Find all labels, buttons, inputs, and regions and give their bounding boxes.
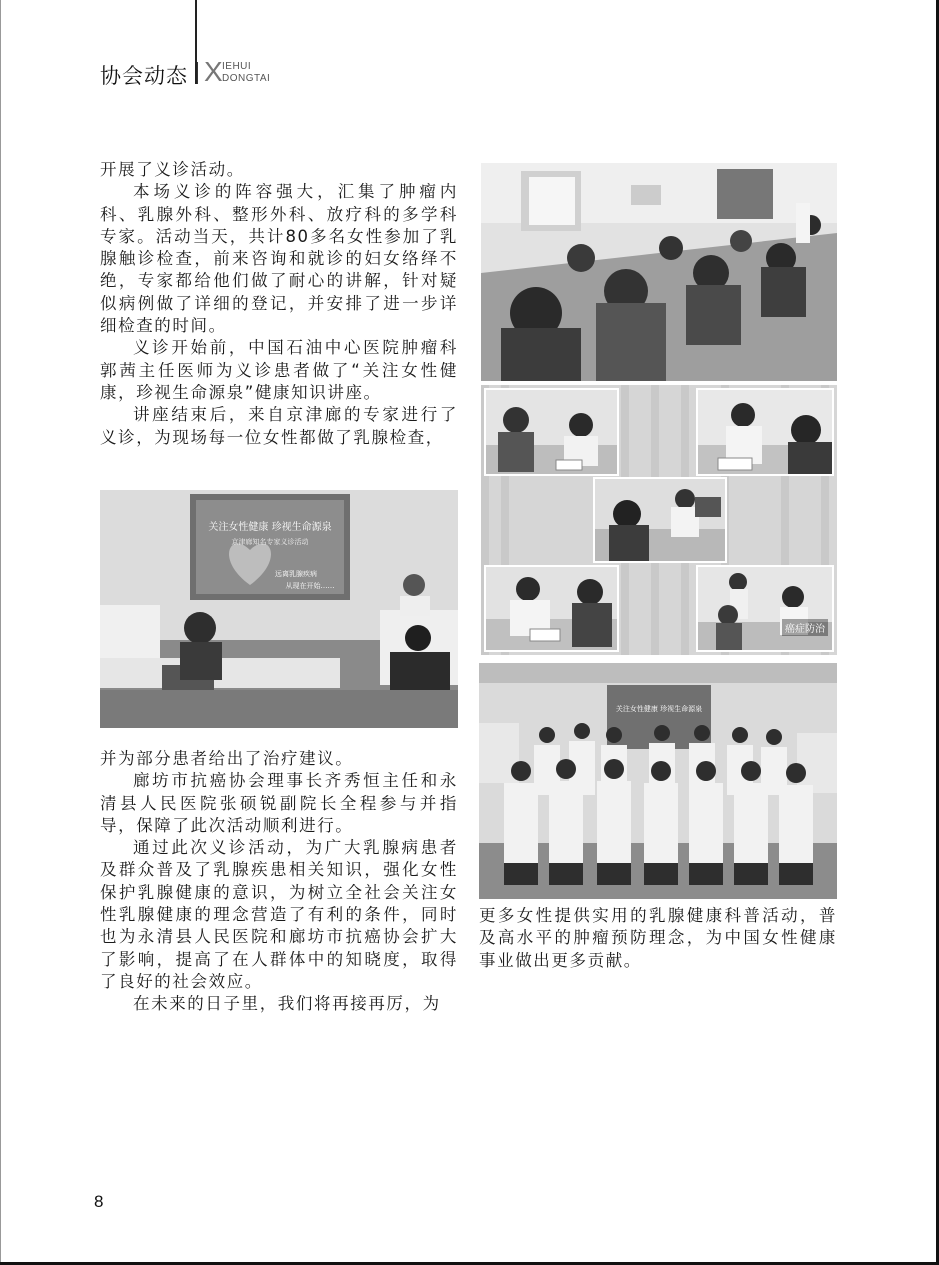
photo-audience bbox=[481, 163, 837, 381]
collage-photo-5 bbox=[696, 565, 834, 652]
group-banner-title: 关注女性健康 珍视生命源泉 bbox=[615, 705, 703, 713]
right-column-bottom-text bbox=[479, 905, 837, 972]
section-title: 协会动态 bbox=[100, 64, 188, 88]
paragraph: 在未来的日子里，我们将再接再厉，为 bbox=[133, 994, 441, 1014]
left-column-bottom-text bbox=[100, 748, 458, 1016]
paragraph: 廊坊市抗癌协会理事长齐秀恒主任和永清县人民医院张硕锐副院长全程参与并指导，保障了此次活动顺利进行。 bbox=[100, 771, 458, 835]
section-title-separator bbox=[197, 62, 198, 84]
left-column-top-text bbox=[100, 159, 458, 449]
collage-photo-4 bbox=[484, 565, 619, 652]
section-pinyin-line1: IEHUI bbox=[222, 61, 252, 72]
lecture-banner-title: 关注女性健康 珍视生命源泉 bbox=[208, 522, 332, 533]
paragraph: 开展了义诊活动。 bbox=[100, 160, 245, 179]
collage-photo-2 bbox=[696, 388, 834, 476]
lecture-banner-slogan1: 远离乳腺疾病 bbox=[275, 570, 317, 578]
page-border-left bbox=[0, 0, 1, 1265]
lecture-banner-slogan2: 从现在开始…… bbox=[285, 582, 335, 590]
paragraph: 讲座结束后，来自京津廊的专家进行了义诊，为现场每一位女性都做了乳腺检查， bbox=[100, 405, 458, 447]
photo-collage-consultations bbox=[481, 385, 837, 655]
photo-lecture bbox=[100, 490, 458, 728]
paragraph: 通过此次义诊活动，为广大乳腺病患者及群众普及了乳腺疾患相关知识，强化女性保护乳腺健康的意识，为树立全社会关注女性乳腺健康的理念营造了有利的条件，同时也为永清县人民医院和廊坊市抗癌协会扩大了影响，提高了在人群体中的知晓度，取得了良好的社会效应。 bbox=[100, 838, 458, 991]
paragraph: 义诊开始前，中国石油中心医院肿瘤科郭茜主任医师为义诊患者做了“关注女性健康，珍视生命源泉”健康知识讲座。 bbox=[100, 338, 458, 402]
lecture-banner-subtitle: 京津廊知名专家义诊活动 bbox=[231, 538, 309, 546]
paragraph: 并为部分患者给出了治疗建议。 bbox=[100, 749, 354, 768]
collage-watermark: 癌症防治 bbox=[782, 619, 828, 636]
section-logo-letter: X bbox=[204, 56, 223, 87]
paragraph: 更多女性提供实用的乳腺健康科普活动，普及高水平的肿瘤预防理念，为中国女性健康事业做出更多贡献。 bbox=[479, 906, 837, 970]
collage-photo-3 bbox=[593, 477, 727, 563]
collage-photo-1 bbox=[484, 388, 619, 476]
page-number: 8 bbox=[94, 1192, 104, 1211]
photo-group bbox=[479, 663, 837, 899]
section-pinyin-line2: DONGTAI bbox=[222, 73, 271, 84]
paragraph: 本场义诊的阵容强大，汇集了肿瘤内科、乳腺外科、整形外科、放疗科的多学科专家。活动当天，共计80多名女性参加了乳腺触诊检查，前来咨询和就诊的妇女络绎不绝，专家都给他们做了耐心的讲解，针对疑似病例做了详细的登记，并安排了进一步详细检查的时间。 bbox=[100, 182, 458, 336]
